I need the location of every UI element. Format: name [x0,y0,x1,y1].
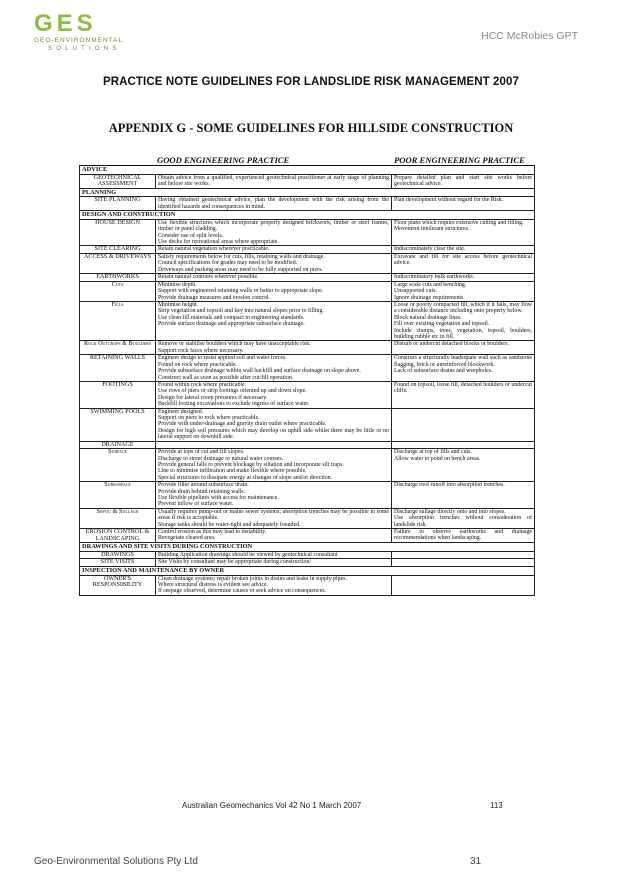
good-practice-line: Where structural distress is evident see advice. [158,582,269,588]
good-practice-line: Minimise depth. [158,281,197,288]
category-cell: HOUSE DESIGN [80,219,156,246]
poor-practice-cell [392,551,535,559]
good-practice-cell [156,341,392,355]
category-cell: SITE CLEARING [80,246,156,254]
good-practice-line: Use clean fill materials and compact to engineering standards. [158,314,305,321]
company-logo [34,12,144,54]
good-practice-line: Support with engineered retaining walls or batter to appropriate slope. [158,288,324,295]
good-practice-cell [156,281,392,301]
good-practice-line: Found within rock where practicable. [158,381,247,388]
guidelines-table [79,165,535,596]
category-cell: EARTHWORKS [80,274,156,282]
good-practice-line: Use decks for recreational areas where appropriate. [158,239,279,245]
poor-practice-cell [392,197,535,211]
category-cell: GEOTECHNICAL ASSESSMENT [80,174,156,188]
guideline-row [80,551,535,559]
good-practice-line: Minimise height. [158,302,199,309]
poor-practice-cell [392,274,535,282]
poor-practice-cell [392,529,535,543]
poor-practice-line: Use absorption trenches without consideration of landslide risk. [394,515,533,528]
category-cell: Surface [80,449,156,482]
guideline-row [80,529,535,543]
good-practice-line: Control erosion as this may lead to instability. [158,529,267,536]
section-row [80,188,535,197]
good-practice-line: Provide drain behind retaining walls. [158,488,246,495]
good-practice-cell [156,254,392,274]
poor-practice-cell [392,559,535,567]
section-heading: PLANNING [80,188,535,197]
poor-practice-line: Discharge at top of fills and cuts. [394,449,472,456]
document-tag: HCC McRobies GPT [481,30,578,42]
good-practice-cell [156,302,392,341]
good-practice-cell [156,551,392,559]
good-practice-cell [156,246,392,254]
poor-practice-cell [392,302,535,341]
category-cell: Subsurface [80,482,156,509]
guideline-row [80,281,535,301]
poor-practice-line: Allow water to pond on bench areas. [394,455,481,462]
poor-practice-line: Failure to observe earthworks and drainage recommendations when landscaping. [394,529,533,542]
good-practice-cell [156,197,392,211]
poor-practice-line: Excavate and fill for site access before geotechnical advice. [394,254,533,267]
poor-practice-line: Loose or poorly compacted fill, which if it fails, may flow a considerable distance including onto property below. [394,302,533,315]
document-page-number: 31 [470,856,482,867]
good-practice-cell [156,408,392,441]
page-header [0,0,622,60]
journal-title: Australian Geomechanics Vol 42 No 1 March 2007 [182,801,362,810]
category-cell: SITE VISITS [80,559,156,567]
good-practice-cell [156,575,392,595]
poor-practice-cell [392,254,535,274]
category-cell: EROSION CONTROL & LANDSCAPING [80,529,156,543]
good-practice-line: Satisfy requirements below for cuts, fills, retaining walls and drainage. [158,254,325,260]
poor-practice-line: Indiscriminatory bulk earthworks. [394,274,475,281]
good-practice-line: Special structures to dissipate energy at changes of slope and/or direction. [158,474,333,481]
poor-practice-line: Plan development without regard for the Risk. [394,197,504,204]
poor-practice-line: Ignore drainage requirements [394,294,464,301]
good-practice-line: Provide at tops of cut and fill slopes. [158,449,245,456]
guideline-row [80,355,535,382]
poor-practice-heading: POOR ENGINEERING PRACTICE [394,155,525,165]
good-practice-line: If seepage observed, determine causes or seek advice on consequences. [158,588,326,595]
good-practice-cell [156,381,392,408]
poor-practice-cell [392,174,535,188]
poor-practice-cell [392,281,535,301]
poor-practice-line: Movement intolerant structures. [394,226,470,233]
poor-practice-line: Construct a structurally inadequate wall such as sandstone flagging, brick or unreinforced blockwork. [394,355,533,368]
guideline-row [80,508,535,528]
good-practice-cell [156,219,392,246]
appendix-title: APPENDIX G - SOME GUIDELINES FOR HILLSIDE CONSTRUCTION [108,121,514,135]
good-practice-line: Found on rock where practicable. [158,361,238,368]
poor-practice-cell [392,449,535,482]
good-practice-cell [156,449,392,482]
guideline-row [80,174,535,188]
category-cell: SITE PLANNING [80,197,156,211]
section-heading: DESIGN AND CONSTRUCTION [80,211,535,220]
good-practice-cell [156,441,392,449]
category-cell: DRAINAGE [80,441,156,449]
poor-practice-line: Discharge roof runoff into absorption trenches. [394,482,505,489]
good-practice-line: Provide filter around subsurface drain. [158,482,249,489]
good-practice-line: Discharge to street drainage or natural water courses. [158,455,284,462]
good-practice-line: Support rock faces where necessary. [158,347,244,354]
category-cell: SWIMMING POOLS [80,408,156,441]
good-practice-cell [156,174,392,188]
poor-practice-line: Found on topsoil, loose fill, detached boulders or undercut cliffs. [394,381,533,395]
guideline-row [80,449,535,482]
good-practice-line: Retain natural contours wherever possible. [158,274,259,281]
category-cell: DRAWINGS [80,551,156,559]
good-practice-line: Design for lateral creep pressures if necessary. [158,394,268,401]
good-practice-cell [156,482,392,509]
good-practice-line: Council specifications for grades may need to be modified. [158,260,298,267]
logo-tagline-1: GEO-ENVIRONMENTAL [34,37,124,44]
poor-practice-cell [392,508,535,528]
section-heading: INSPECTION AND MAINTENANCE BY OWNER [80,567,535,576]
good-practice-line: Use rows of piers or strip footings oriented up and down slope. [158,388,307,395]
guideline-row [80,482,535,509]
category-cell: ACCESS & DRIVEWAYS [80,254,156,274]
poor-practice-line: Unsupported cuts. [394,288,437,295]
good-practice-line: Site Visits by consultant may be appropriate during construction/ [158,559,311,566]
poor-practice-line: Block natural drainage lines. [394,314,462,321]
good-practice-cell [156,274,392,282]
section-heading: ADVICE [80,166,535,175]
section-row [80,567,535,576]
category-cell: FOOTINGS [80,381,156,408]
category-cell: OWNER'S RESPONSIBILITY [80,575,156,595]
good-practice-line: Prevent inflow of surface water. [158,501,234,508]
good-practice-line: Driveways and parking areas may need to be fully supported on piers. [158,266,323,273]
category-cell: Fills [80,302,156,341]
good-practice-line: Strip vegetation and topsoil and key into natural slopes prior to filling. [158,308,324,315]
good-practice-line: Use flexible structures which incorporate properly designed brickwork, timber or steel frames, timber or panel cladding. [158,219,389,233]
guideline-row [80,441,535,449]
good-practice-line: Revegetate cleared area. [158,535,216,542]
poor-practice-line: Fill over existing vegetation and topsoil. [394,321,490,328]
poor-practice-line: Floor plans which require extensive cutting and filling. [394,219,524,226]
poor-practice-line: Lack of subsurface drains and weepholes. [394,368,493,375]
guideline-row [80,559,535,567]
journal-page-number: 113 [490,801,503,810]
good-practice-line: Provide surface drainage and appropriate subsurface drainage. [158,321,305,328]
poor-practice-cell [392,355,535,382]
good-practice-cell [156,355,392,382]
guideline-row [80,197,535,211]
good-practice-line: Provide general falls to prevent blockage by siltation and incorporate silt traps. [158,461,344,468]
logo-tagline-2: SOLUTIONS [48,46,121,52]
guideline-row [80,575,535,595]
good-practice-cell [156,508,392,528]
good-practice-line: Retain natural vegetation wherever practicable. [158,246,270,253]
section-row [80,543,535,552]
good-practice-line: Having obtained geotechnical advice, plan the development with the risk arising from the identified hazards and consequences in mind. [158,197,389,210]
poor-practice-line: Discharge sullage directly onto and into slopes. [394,508,506,515]
section-row [80,166,535,175]
good-practice-line: Construct wall as soon as possible after cut/fill operation. [158,374,294,381]
poor-practice-cell [392,441,535,449]
poor-practice-line: Large scale cuts and benching. [394,281,467,288]
good-practice-line: Obtain advice from a qualified, experienced geotechnical practitioner at early stage of planning and before site works. [158,174,389,187]
page-title: PRACTICE NOTE GUIDELINES FOR LANDSLIDE RISK MANAGEMENT 2007 [102,76,520,88]
guideline-row [80,381,535,408]
good-practice-line: Design for high soil pressures which may develop on uphill side whilst there may be little or no lateral support on downhill side. [158,427,389,441]
poor-practice-line: Disturb or undercut detached blocks or boulders. [394,341,509,348]
section-heading: DRAWINGS AND SITE VISITS DURING CONSTRUCTION [80,543,535,552]
good-practice-line: Support on piers to rock where practicable. [158,414,260,421]
poor-practice-line: Prepare detailed plan and start site works before geotechnical advice. [394,174,533,187]
guideline-row [80,274,535,282]
poor-practice-line: Include stumps, trees, vegetation, topsoil, boulders, building rubble etc in fill. [394,327,533,341]
section-row [80,211,535,220]
category-cell: Cuts [80,281,156,301]
good-practice-line: Use flexible pipelines with access for maintenance. [158,495,279,501]
guideline-row [80,341,535,355]
good-practice-line: Line to minimise infiltration and make flexible where possible. [158,468,307,475]
good-practice-cell [156,529,392,543]
poor-practice-cell [392,341,535,355]
poor-practice-cell [392,575,535,595]
poor-practice-line: Indiscriminately clear the site. [394,246,466,253]
guideline-row [80,254,535,274]
good-practice-line: Building Application drawings should be viewed by geotechnical consultant [158,551,338,558]
good-practice-line: Engineer designed. [158,408,204,415]
good-practice-line: Engineer design to resist applied soil and water forces. [158,355,287,362]
logo-letters: GES [34,10,97,37]
category-cell: RETAINING WALLS [80,355,156,382]
guideline-row [80,302,535,341]
category-cell: Septic & Sullage [80,508,156,528]
good-practice-line: Provide drainage measures and erosion control. [158,294,270,301]
poor-practice-cell [392,246,535,254]
company-name: Geo-Environmental Solutions Pty Ltd [34,856,198,867]
good-practice-line: Remove or stabilise boulders which may have unacceptable risk. [158,341,311,348]
good-practice-line: Provide with under-drainage and gravity drain outlet where practicable. [158,421,327,428]
good-practice-line: Provide subsurface drainage within wall backfill and surface drainage on slope above. [158,368,361,375]
good-practice-line: Clean drainage systems; repair broken joints in drains and leaks in supply pipes. [158,575,347,582]
guideline-row [80,408,535,441]
good-practice-cell [156,559,392,567]
poor-practice-cell [392,408,535,441]
good-practice-heading: GOOD ENGINEERING PRACTICE [157,155,290,165]
poor-practice-cell [392,482,535,509]
poor-practice-cell [392,381,535,408]
guidelines-table-body [80,166,535,596]
good-practice-line: Storage tanks should be water-tight and adequately founded. [158,521,301,528]
poor-practice-cell [392,219,535,246]
good-practice-line: Usually requires pump-out or mains sewer systems; absorption trenches may be possible in some areas if risk is acceptable. [158,508,389,522]
good-practice-line: Backfill footing excavations to exclude ingress of surface water. [158,401,310,408]
good-practice-line: Consider use of split levels. [158,232,224,239]
category-cell: Rock Outcrops & Boulders [80,341,156,355]
guideline-row [80,219,535,246]
